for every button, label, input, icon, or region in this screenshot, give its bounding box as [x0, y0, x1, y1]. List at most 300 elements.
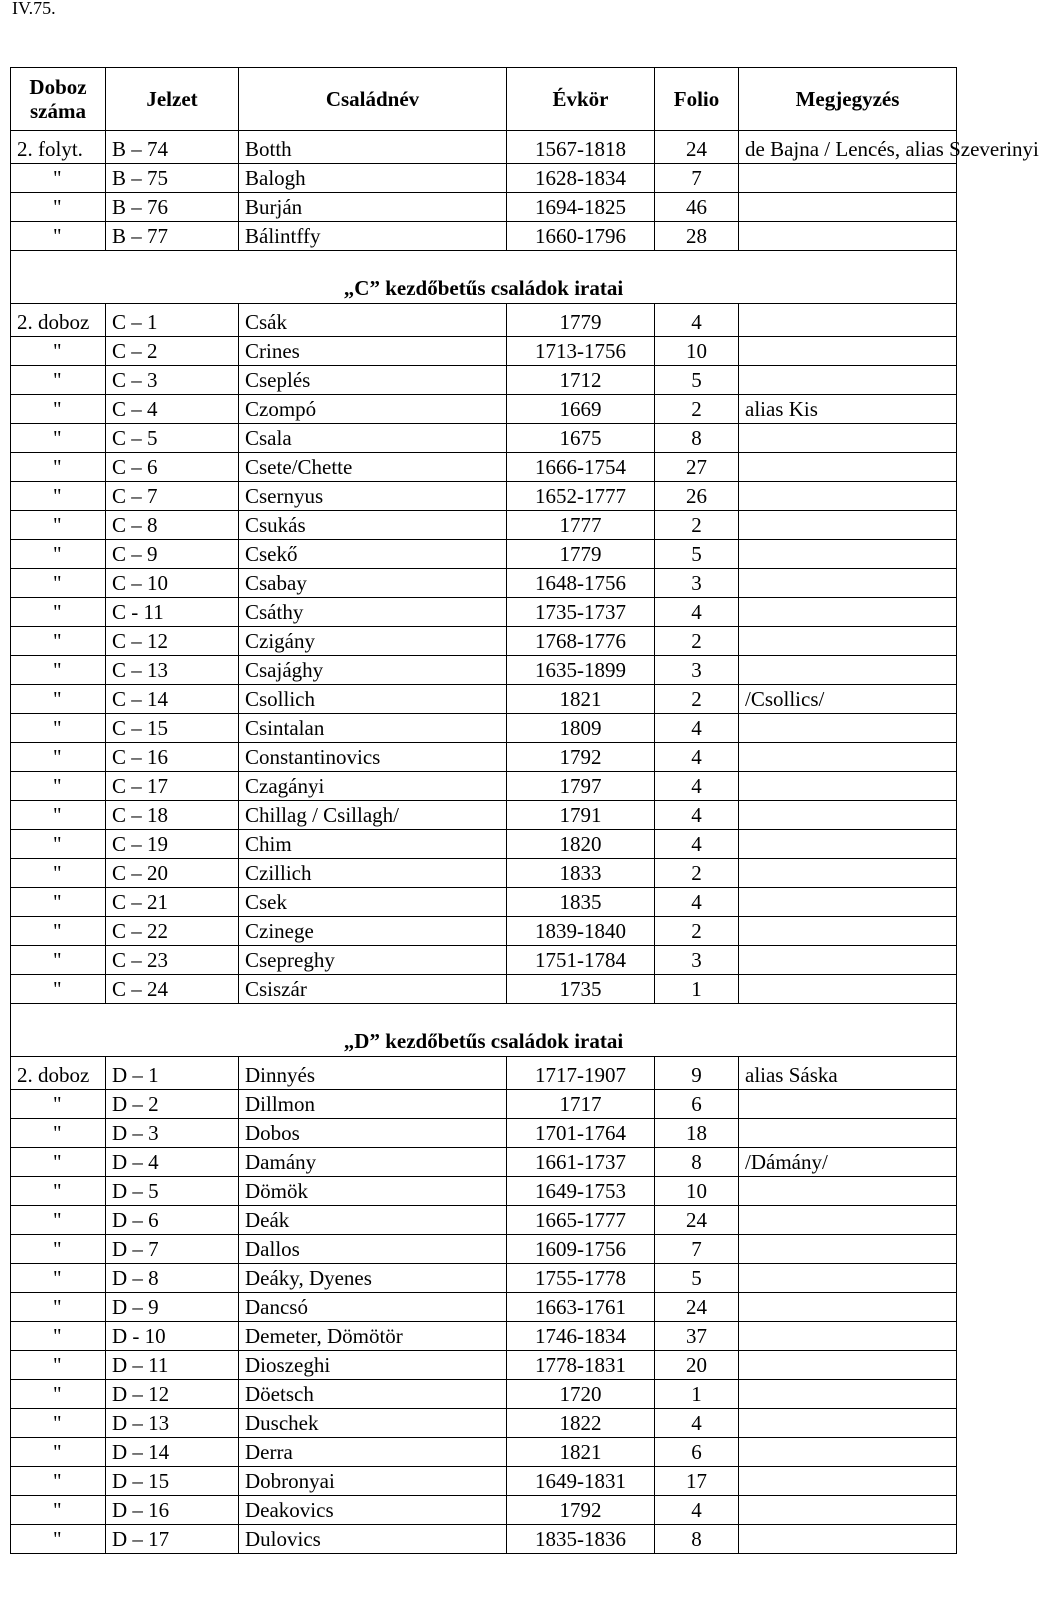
- note-cell: [739, 1264, 957, 1293]
- note-cell: [739, 1090, 957, 1119]
- signature-cell: C – 12: [106, 627, 239, 656]
- note-cell: [739, 337, 957, 366]
- box-number-cell: ": [11, 801, 106, 830]
- table-row: [11, 1206, 957, 1235]
- folio-cell: 4: [655, 714, 739, 743]
- signature-cell: B – 76: [106, 193, 239, 222]
- box-number-cell: ": [11, 222, 106, 251]
- note-cell: [739, 888, 957, 917]
- table-row: [11, 1380, 957, 1409]
- folio-cell: 2: [655, 917, 739, 946]
- period-cell: 1661-1737: [507, 1148, 655, 1177]
- note-cell: [739, 453, 957, 482]
- box-number-cell: ": [11, 337, 106, 366]
- note-cell: [739, 222, 957, 251]
- note-cell: alias Kis: [739, 395, 957, 424]
- folio-cell: 5: [655, 1264, 739, 1293]
- folio-cell: 8: [655, 1525, 739, 1554]
- table-row: [11, 193, 957, 222]
- signature-cell: D – 14: [106, 1438, 239, 1467]
- box-number-cell: ": [11, 1467, 106, 1496]
- note-cell: de Bajna / Lencés, alias Szeverinyi: [739, 131, 957, 164]
- period-cell: 1609-1756: [507, 1235, 655, 1264]
- box-number-cell: ": [11, 714, 106, 743]
- period-cell: 1835-1836: [507, 1525, 655, 1554]
- period-cell: 1635-1899: [507, 656, 655, 685]
- period-cell: 1833: [507, 859, 655, 888]
- box-number-cell: ": [11, 1090, 106, 1119]
- family-name-cell: Chillag / Csillagh/: [239, 801, 507, 830]
- box-number-cell: ": [11, 888, 106, 917]
- family-name-cell: Csajághy: [239, 656, 507, 685]
- signature-cell: C – 6: [106, 453, 239, 482]
- table-row: [11, 888, 957, 917]
- note-cell: [739, 569, 957, 598]
- folio-cell: 4: [655, 830, 739, 859]
- table-row: [11, 131, 957, 164]
- signature-cell: D – 4: [106, 1148, 239, 1177]
- family-name-cell: Csukás: [239, 511, 507, 540]
- note-cell: [739, 743, 957, 772]
- box-number-cell: ": [11, 1380, 106, 1409]
- note-cell: /Csollics/: [739, 685, 957, 714]
- period-cell: 1821: [507, 685, 655, 714]
- family-name-cell: Constantinovics: [239, 743, 507, 772]
- folio-cell: 4: [655, 598, 739, 627]
- section-heading: „C” kezdőbetűs családok iratai: [11, 251, 957, 304]
- family-name-cell: Crines: [239, 337, 507, 366]
- box-number-cell: ": [11, 1206, 106, 1235]
- box-number-cell: 2. folyt.: [11, 131, 106, 164]
- period-cell: 1791: [507, 801, 655, 830]
- period-cell: 1792: [507, 1496, 655, 1525]
- family-name-cell: Czagányi: [239, 772, 507, 801]
- family-name-cell: Dillmon: [239, 1090, 507, 1119]
- table-row: [11, 743, 957, 772]
- family-name-cell: Dulovics: [239, 1525, 507, 1554]
- family-name-cell: Csernyus: [239, 482, 507, 511]
- family-name-cell: Czompó: [239, 395, 507, 424]
- folio-cell: 5: [655, 366, 739, 395]
- signature-cell: D – 15: [106, 1467, 239, 1496]
- period-cell: 1820: [507, 830, 655, 859]
- period-cell: 1779: [507, 540, 655, 569]
- box-number-cell: ": [11, 685, 106, 714]
- folio-cell: 1: [655, 1380, 739, 1409]
- box-number-cell: ": [11, 511, 106, 540]
- table-row: [11, 1090, 957, 1119]
- family-name-cell: Czillich: [239, 859, 507, 888]
- note-cell: [739, 1496, 957, 1525]
- period-cell: 1666-1754: [507, 453, 655, 482]
- signature-cell: D – 7: [106, 1235, 239, 1264]
- signature-cell: C – 7: [106, 482, 239, 511]
- table-row: [11, 598, 957, 627]
- family-name-cell: Balogh: [239, 164, 507, 193]
- signature-cell: D – 2: [106, 1090, 239, 1119]
- folio-cell: 6: [655, 1090, 739, 1119]
- box-number-cell: ": [11, 1351, 106, 1380]
- period-cell: 1797: [507, 772, 655, 801]
- folio-cell: 3: [655, 656, 739, 685]
- folio-cell: 2: [655, 859, 739, 888]
- family-name-cell: Csollich: [239, 685, 507, 714]
- family-name-cell: Csiszár: [239, 975, 507, 1004]
- note-cell: [739, 1322, 957, 1351]
- folio-cell: 46: [655, 193, 739, 222]
- family-name-cell: Csintalan: [239, 714, 507, 743]
- table-row: [11, 627, 957, 656]
- box-number-cell: ": [11, 453, 106, 482]
- table-row: [11, 801, 957, 830]
- family-name-cell: Chim: [239, 830, 507, 859]
- family-name-cell: Csete/Chette: [239, 453, 507, 482]
- signature-cell: C – 14: [106, 685, 239, 714]
- family-name-cell: Deakovics: [239, 1496, 507, 1525]
- signature-cell: C - 11: [106, 598, 239, 627]
- folio-cell: 24: [655, 1293, 739, 1322]
- family-name-cell: Dobronyai: [239, 1467, 507, 1496]
- header-family-name: Családnév: [239, 68, 507, 131]
- note-cell: [739, 830, 957, 859]
- period-cell: 1746-1834: [507, 1322, 655, 1351]
- table-row: [11, 453, 957, 482]
- family-name-cell: Czinege: [239, 917, 507, 946]
- signature-cell: C – 19: [106, 830, 239, 859]
- box-number-cell: ": [11, 366, 106, 395]
- page-reference: IV.75.: [12, 0, 56, 18]
- signature-cell: C – 23: [106, 946, 239, 975]
- box-number-cell: ": [11, 482, 106, 511]
- signature-cell: D – 16: [106, 1496, 239, 1525]
- signature-cell: C – 20: [106, 859, 239, 888]
- family-name-cell: Duschek: [239, 1409, 507, 1438]
- box-number-cell: ": [11, 1322, 106, 1351]
- folio-cell: 5: [655, 540, 739, 569]
- signature-cell: C – 16: [106, 743, 239, 772]
- table-row: [11, 1525, 957, 1554]
- period-cell: 1713-1756: [507, 337, 655, 366]
- table-row: [11, 975, 957, 1004]
- folio-cell: 4: [655, 1496, 739, 1525]
- signature-cell: C – 1: [106, 304, 239, 337]
- note-cell: [739, 540, 957, 569]
- period-cell: 1768-1776: [507, 627, 655, 656]
- signature-cell: C – 2: [106, 337, 239, 366]
- note-cell: [739, 1380, 957, 1409]
- period-cell: 1717-1907: [507, 1057, 655, 1090]
- box-number-cell: ": [11, 1235, 106, 1264]
- folio-cell: 8: [655, 1148, 739, 1177]
- period-cell: 1809: [507, 714, 655, 743]
- folio-cell: 17: [655, 1467, 739, 1496]
- period-cell: 1675: [507, 424, 655, 453]
- table-row: [11, 830, 957, 859]
- table-row: [11, 656, 957, 685]
- period-cell: 1821: [507, 1438, 655, 1467]
- table-row: [11, 1351, 957, 1380]
- table-row: [11, 859, 957, 888]
- period-cell: 1735-1737: [507, 598, 655, 627]
- table-row: [11, 1119, 957, 1148]
- family-name-cell: Czigány: [239, 627, 507, 656]
- box-number-cell: ": [11, 975, 106, 1004]
- header-note: Megjegyzés: [739, 68, 957, 131]
- note-cell: [739, 1206, 957, 1235]
- box-number-cell: ": [11, 1264, 106, 1293]
- header-period: Évkör: [507, 68, 655, 131]
- section-heading-row: [11, 1004, 957, 1057]
- folio-cell: 8: [655, 424, 739, 453]
- signature-cell: D – 8: [106, 1264, 239, 1293]
- note-cell: [739, 1351, 957, 1380]
- table-row: [11, 337, 957, 366]
- signature-cell: C – 10: [106, 569, 239, 598]
- box-number-cell: ": [11, 743, 106, 772]
- period-cell: 1839-1840: [507, 917, 655, 946]
- box-number-cell: ": [11, 917, 106, 946]
- folio-cell: 7: [655, 164, 739, 193]
- signature-cell: D – 1: [106, 1057, 239, 1090]
- family-name-cell: Dömök: [239, 1177, 507, 1206]
- family-name-cell: Csekő: [239, 540, 507, 569]
- table-row: [11, 424, 957, 453]
- note-cell: [739, 1467, 957, 1496]
- signature-cell: D – 6: [106, 1206, 239, 1235]
- table-row: [11, 1057, 957, 1090]
- box-number-cell: ": [11, 946, 106, 975]
- box-number-cell: ": [11, 569, 106, 598]
- signature-cell: D – 5: [106, 1177, 239, 1206]
- family-name-cell: Cseplés: [239, 366, 507, 395]
- table-row: [11, 511, 957, 540]
- family-name-cell: Csáthy: [239, 598, 507, 627]
- table-row: [11, 1235, 957, 1264]
- period-cell: 1779: [507, 304, 655, 337]
- note-cell: [739, 304, 957, 337]
- table-row: [11, 482, 957, 511]
- family-name-cell: Dioszeghi: [239, 1351, 507, 1380]
- note-cell: [739, 482, 957, 511]
- table-row: [11, 772, 957, 801]
- note-cell: [739, 917, 957, 946]
- box-number-cell: ": [11, 1525, 106, 1554]
- note-cell: [739, 366, 957, 395]
- box-number-cell: ": [11, 1148, 106, 1177]
- folio-cell: 27: [655, 453, 739, 482]
- folio-cell: 1: [655, 975, 739, 1004]
- family-name-cell: Botth: [239, 131, 507, 164]
- note-cell: [739, 656, 957, 685]
- box-number-cell: ": [11, 1293, 106, 1322]
- folio-cell: 2: [655, 685, 739, 714]
- box-number-cell: ": [11, 395, 106, 424]
- family-name-cell: Deáky, Dyenes: [239, 1264, 507, 1293]
- folio-cell: 24: [655, 131, 739, 164]
- period-cell: 1792: [507, 743, 655, 772]
- table-row: [11, 714, 957, 743]
- folio-cell: 2: [655, 395, 739, 424]
- table-row: [11, 222, 957, 251]
- note-cell: [739, 193, 957, 222]
- box-number-cell: ": [11, 193, 106, 222]
- note-cell: [739, 1177, 957, 1206]
- folio-cell: 26: [655, 482, 739, 511]
- signature-cell: C – 24: [106, 975, 239, 1004]
- box-number-cell: ": [11, 627, 106, 656]
- period-cell: 1712: [507, 366, 655, 395]
- note-cell: [739, 627, 957, 656]
- box-number-cell: ": [11, 830, 106, 859]
- note-cell: /Dámány/: [739, 1148, 957, 1177]
- header-row: [11, 68, 957, 131]
- period-cell: 1751-1784: [507, 946, 655, 975]
- section-heading: „D” kezdőbetűs családok iratai: [11, 1004, 957, 1057]
- note-cell: [739, 975, 957, 1004]
- box-number-cell: ": [11, 1409, 106, 1438]
- family-name-cell: Derra: [239, 1438, 507, 1467]
- note-cell: [739, 1438, 957, 1467]
- period-cell: 1652-1777: [507, 482, 655, 511]
- table-row: [11, 366, 957, 395]
- section-heading-row: [11, 251, 957, 304]
- table-row: [11, 1177, 957, 1206]
- header-folio: Folio: [655, 68, 739, 131]
- family-name-cell: Burján: [239, 193, 507, 222]
- folio-cell: 2: [655, 511, 739, 540]
- table-row: [11, 1264, 957, 1293]
- period-cell: 1717: [507, 1090, 655, 1119]
- family-name-cell: Csabay: [239, 569, 507, 598]
- signature-cell: D - 10: [106, 1322, 239, 1351]
- family-name-cell: Demeter, Dömötör: [239, 1322, 507, 1351]
- family-name-cell: Dancsó: [239, 1293, 507, 1322]
- box-number-cell: ": [11, 424, 106, 453]
- folio-cell: 7: [655, 1235, 739, 1264]
- period-cell: 1755-1778: [507, 1264, 655, 1293]
- signature-cell: C – 13: [106, 656, 239, 685]
- folio-cell: 20: [655, 1351, 739, 1380]
- folio-cell: 37: [655, 1322, 739, 1351]
- table-row: [11, 1293, 957, 1322]
- period-cell: 1669: [507, 395, 655, 424]
- family-name-cell: Dobos: [239, 1119, 507, 1148]
- box-number-cell: ": [11, 772, 106, 801]
- box-number-cell: 2. doboz: [11, 304, 106, 337]
- period-cell: 1665-1777: [507, 1206, 655, 1235]
- family-name-cell: Csek: [239, 888, 507, 917]
- table-row: [11, 685, 957, 714]
- note-cell: [739, 1525, 957, 1554]
- period-cell: 1649-1831: [507, 1467, 655, 1496]
- signature-cell: D – 13: [106, 1409, 239, 1438]
- note-cell: [739, 801, 957, 830]
- box-number-cell: ": [11, 1438, 106, 1467]
- period-cell: 1720: [507, 1380, 655, 1409]
- signature-cell: C – 9: [106, 540, 239, 569]
- box-number-cell: ": [11, 859, 106, 888]
- signature-cell: D – 17: [106, 1525, 239, 1554]
- header-signature: Jelzet: [106, 68, 239, 131]
- signature-cell: C – 8: [106, 511, 239, 540]
- folio-cell: 18: [655, 1119, 739, 1148]
- family-name-cell: Damány: [239, 1148, 507, 1177]
- note-cell: [739, 714, 957, 743]
- note-cell: alias Sáska: [739, 1057, 957, 1090]
- signature-cell: C – 15: [106, 714, 239, 743]
- period-cell: 1701-1764: [507, 1119, 655, 1148]
- box-number-cell: ": [11, 598, 106, 627]
- table-row: [11, 1409, 957, 1438]
- family-records-table: [10, 67, 1039, 1554]
- box-number-cell: ": [11, 656, 106, 685]
- period-cell: 1649-1753: [507, 1177, 655, 1206]
- table-row: [11, 1148, 957, 1177]
- note-cell: [739, 1293, 957, 1322]
- signature-cell: C – 18: [106, 801, 239, 830]
- folio-cell: 4: [655, 772, 739, 801]
- period-cell: 1777: [507, 511, 655, 540]
- note-cell: [739, 772, 957, 801]
- box-number-cell: ": [11, 1177, 106, 1206]
- period-cell: 1822: [507, 1409, 655, 1438]
- period-cell: 1628-1834: [507, 164, 655, 193]
- period-cell: 1648-1756: [507, 569, 655, 598]
- table-row: [11, 1496, 957, 1525]
- folio-cell: 4: [655, 304, 739, 337]
- table-row: [11, 304, 957, 337]
- table-row: [11, 1467, 957, 1496]
- signature-cell: C – 4: [106, 395, 239, 424]
- family-name-cell: Döetsch: [239, 1380, 507, 1409]
- table-row: [11, 946, 957, 975]
- table-row: [11, 395, 957, 424]
- folio-cell: 6: [655, 1438, 739, 1467]
- signature-cell: B – 75: [106, 164, 239, 193]
- period-cell: 1663-1761: [507, 1293, 655, 1322]
- family-name-cell: Csepreghy: [239, 946, 507, 975]
- note-cell: [739, 946, 957, 975]
- signature-cell: D – 11: [106, 1351, 239, 1380]
- box-number-cell: ": [11, 540, 106, 569]
- note-cell: [739, 1235, 957, 1264]
- family-name-cell: Bálintffy: [239, 222, 507, 251]
- family-name-cell: Deák: [239, 1206, 507, 1235]
- signature-cell: C – 22: [106, 917, 239, 946]
- folio-cell: 4: [655, 888, 739, 917]
- family-name-cell: Dallos: [239, 1235, 507, 1264]
- note-cell: [739, 859, 957, 888]
- table-row: [11, 917, 957, 946]
- box-number-cell: ": [11, 1119, 106, 1148]
- box-number-cell: ": [11, 1496, 106, 1525]
- table-row: [11, 569, 957, 598]
- period-cell: 1778-1831: [507, 1351, 655, 1380]
- note-cell: [739, 1119, 957, 1148]
- box-number-cell: 2. doboz: [11, 1057, 106, 1090]
- note-cell: [739, 424, 957, 453]
- note-cell: [739, 1409, 957, 1438]
- family-name-cell: Csák: [239, 304, 507, 337]
- folio-cell: 3: [655, 569, 739, 598]
- signature-cell: B – 74: [106, 131, 239, 164]
- family-name-cell: Csala: [239, 424, 507, 453]
- folio-cell: 4: [655, 743, 739, 772]
- signature-cell: D – 3: [106, 1119, 239, 1148]
- folio-cell: 4: [655, 801, 739, 830]
- folio-cell: 9: [655, 1057, 739, 1090]
- folio-cell: 4: [655, 1409, 739, 1438]
